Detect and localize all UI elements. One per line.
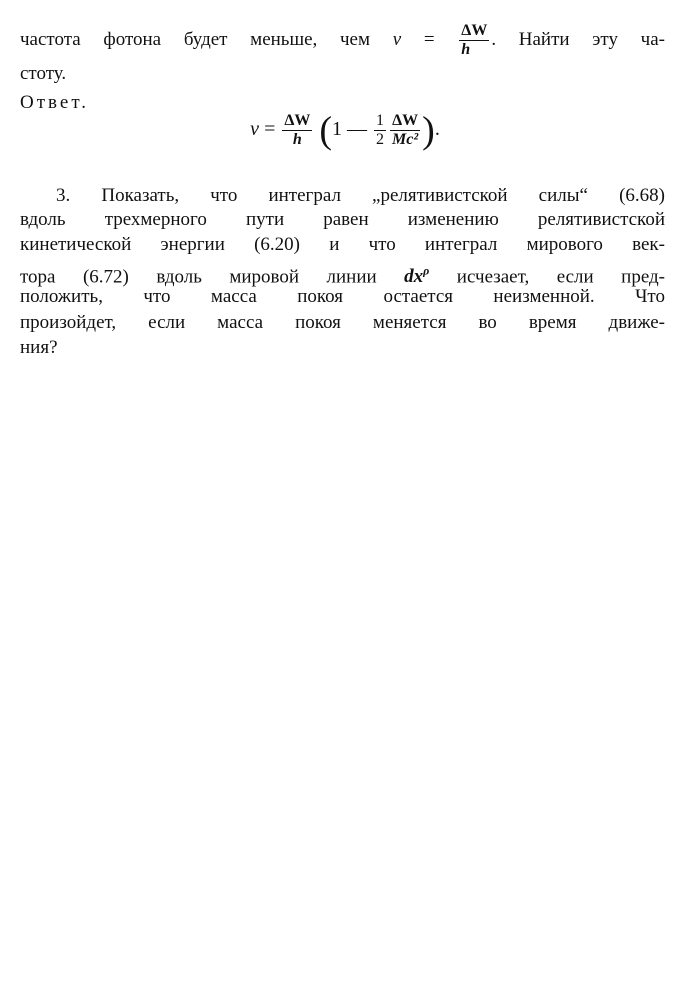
fraction-delta-w-over-h	[459, 22, 489, 59]
text-fragment: частота фотона будет меньше, чем	[20, 28, 393, 50]
problem3-line-6: произойдет, если масса покоя меняется во время движе-	[20, 312, 665, 333]
fraction-delta-w-over-mc2	[390, 112, 420, 149]
dx-base: dx	[404, 266, 424, 288]
fraction-numerator: 1	[376, 112, 385, 129]
nu-symbol: ν	[392, 28, 402, 50]
fraction-one-half	[374, 112, 386, 149]
fraction-denominator: 2	[376, 131, 385, 148]
nu-symbol: ν	[250, 118, 260, 141]
fraction-denominator: Mc²	[392, 131, 419, 148]
formula-period: .	[434, 118, 440, 141]
equals-sign: =	[401, 28, 458, 50]
problem3-line-3: кинетической энергии (6.20) и что интеграл мирового век-	[20, 234, 665, 255]
fraction-numerator: ΔW	[284, 112, 311, 129]
fraction-numerator: ΔW	[461, 22, 488, 39]
problem3-line-7: ния?	[20, 337, 58, 358]
fraction-denominator: h	[292, 131, 302, 148]
fraction-numerator: ΔW	[390, 112, 420, 131]
problem3-line-1: 3. Показать, что интеграл „релятивистской силы“ (6.68)	[56, 185, 665, 206]
paren-close: )	[422, 109, 435, 152]
fraction-delta-w-over-h	[282, 112, 312, 149]
fraction-denominator: h	[461, 41, 471, 58]
answer-formula	[0, 109, 690, 152]
dx-superscript: ρ	[423, 264, 430, 278]
one-minus: 1 —	[332, 118, 368, 141]
text-fragment: . Найти эту ча-	[491, 28, 665, 50]
text-fragment: исчезает, если пред-	[456, 266, 665, 288]
text-line-2: стоту.	[20, 63, 67, 84]
problem3-line-5: положить, что масса покоя остается неизменной. Что	[20, 286, 665, 307]
problem3-line-2: вдоль трехмерного пути равен изменению релятивистской	[20, 209, 665, 230]
paren-open: (	[319, 109, 333, 152]
answer-label: Ответ.	[20, 92, 89, 113]
text-line-1	[20, 22, 665, 59]
equals-sign: =	[264, 118, 276, 141]
text-fragment: тора (6.72) вдоль мировой линии	[20, 266, 377, 288]
